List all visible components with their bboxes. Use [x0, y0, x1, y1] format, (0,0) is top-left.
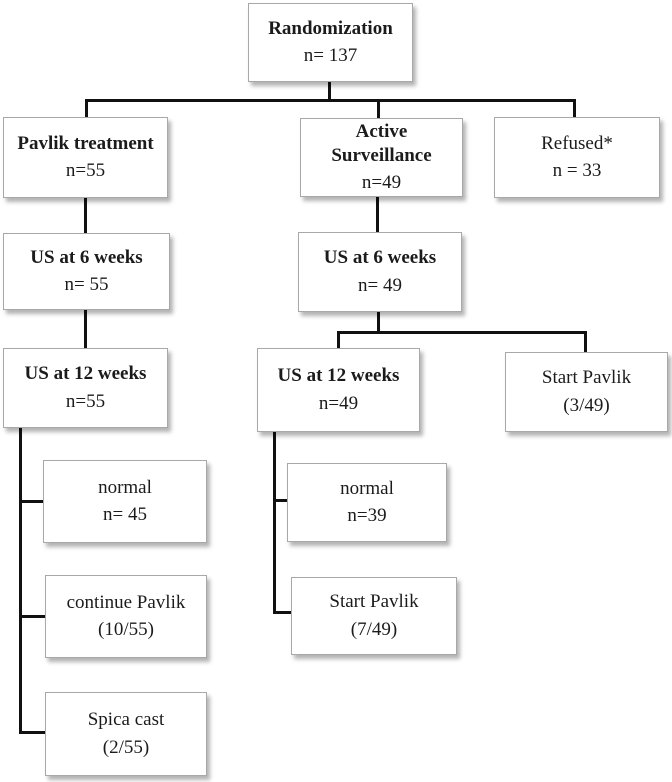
connector-drop-active-surveillance	[377, 101, 380, 119]
node-spica-cast-title: Spica cast	[87, 709, 165, 731]
node-continue-pavlik-value: (10/55)	[98, 619, 154, 641]
node-us12-left-title: US at 12 weeks	[24, 363, 147, 385]
node-start-pavlik-3	[505, 352, 668, 432]
node-us12-mid-title: US at 12 weeks	[277, 365, 400, 387]
node-us12-mid-value: n=49	[318, 392, 359, 414]
node-pavlik-treatment	[3, 117, 168, 198]
node-us6-mid-value: n= 49	[358, 274, 402, 296]
node-us12-left	[3, 348, 168, 428]
connector-stub-continue-pavlik	[20, 615, 45, 618]
node-randomization-value: n= 137	[303, 45, 358, 67]
connector-stub-normal-45	[20, 500, 45, 503]
node-start-pavlik-3-value: (3/49)	[563, 394, 610, 416]
connector-us6-to-us12-left	[84, 309, 87, 349]
node-normal-45	[43, 460, 207, 543]
connector-drop-us12-mid	[337, 331, 340, 349]
node-randomization	[248, 3, 413, 82]
node-refused-title: Refused*	[541, 132, 613, 154]
node-us6-left-title: US at 6 weeks	[30, 246, 143, 268]
node-start-pavlik-3-title: Start Pavlik	[541, 367, 632, 389]
node-normal-45-title: normal	[98, 476, 152, 498]
node-continue-pavlik	[45, 575, 207, 658]
node-us12-mid	[257, 348, 420, 432]
connector-stub-spica-cast	[20, 731, 45, 734]
connector-drop-pavlik	[85, 99, 88, 118]
node-pavlik-treatment-title: Pavlik treatment	[17, 132, 154, 154]
node-start-pavlik-7	[291, 577, 457, 655]
connector-mid-spine	[273, 431, 276, 614]
node-us6-mid-title: US at 6 weeks	[323, 247, 437, 269]
connector-stub-normal-39	[274, 499, 288, 502]
node-normal-39-value: n=39	[347, 505, 387, 527]
node-us6-left	[3, 233, 170, 310]
connector-active-to-us6	[376, 196, 379, 233]
node-active-surveillance	[300, 118, 463, 197]
node-us6-mid	[298, 232, 462, 312]
connector-drop-refused	[573, 101, 576, 117]
node-start-pavlik-7-title: Start Pavlik	[329, 591, 419, 613]
connector-pavlik-to-us6	[84, 197, 87, 234]
node-us6-left-value: n= 55	[64, 274, 109, 296]
connector-row1-horizontal	[85, 99, 576, 102]
node-normal-45-value: n= 45	[103, 504, 147, 526]
node-refused-value: n = 33	[552, 160, 602, 182]
connector-mid-branch-horizontal	[337, 331, 587, 334]
node-start-pavlik-7-value: (7/49)	[350, 618, 398, 640]
node-continue-pavlik-title: continue Pavlik	[66, 591, 186, 613]
node-spica-cast-value: (2/55)	[102, 736, 150, 758]
node-spica-cast	[45, 692, 207, 776]
connector-drop-start-pavlik-3	[584, 331, 587, 353]
node-normal-39	[287, 463, 447, 542]
node-us12-left-value: n=55	[65, 390, 106, 412]
node-normal-39-title: normal	[340, 477, 394, 499]
connector-stub-start-pavlik-7	[274, 611, 292, 614]
connector-left-spine	[19, 427, 22, 734]
node-randomization-title: Randomization	[268, 17, 393, 39]
node-active-surveillance-title: Active Surveillance	[331, 120, 432, 166]
node-refused	[494, 117, 660, 198]
node-pavlik-treatment-value: n=55	[65, 160, 106, 182]
node-active-surveillance-value: n=49	[361, 172, 402, 194]
